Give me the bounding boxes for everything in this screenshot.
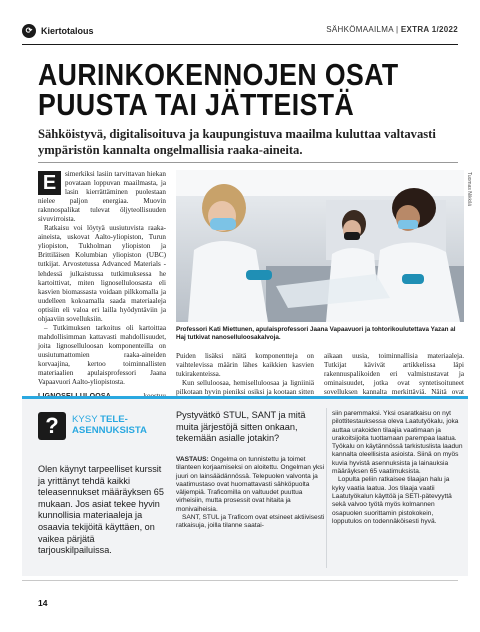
article-lead: Sähköistyvä, digitalisoituva ja kaupungistuva maailma kuluttaa valtavasti ympäristön kannalta ongelmallisia raaka-aineita. [38,127,436,157]
recycle-icon: ⟳ [22,24,36,38]
paragraph: – Tutkimuksen tarkoitus oli kartoittaa mahdollisimman kattavasti mahdollisuudet, joita lignoselluloosan komponenteilla on uusiutumattomien raaka-aineiden korvaajina, kertoo toiminnallisten materiaalien apulaisprofessori Jaana Vapaavuori Aalto-yliopistosta. [38,323,166,387]
reader-question: Olen käynyt tarpeelliset kurssit ja yrittänyt tehdä kaikki teleasennukset määräyksen 65 mukaan. Jos asiat tekee hyvin kunnollisia materiaaleja ja osaavia tekijöitä käyttäen, on vaikea pärjätä tarjouskilpailuissa. [38,464,164,556]
answer-column-1 [176,456,326,531]
page-header [22,22,458,42]
lab-photo-illustration [176,170,464,322]
answer-column-2 [332,410,464,526]
lead-divider [38,162,458,163]
photo-credit: Tuomas Nikkilä [466,172,472,206]
header-divider [22,44,458,45]
paragraph: SANT, STUL ja Traficom ovat etsineet aktiivisesti ratkaisuja, joilla tilanne saatai- [176,514,325,530]
paragraph: aikaan uusia, toiminnallisia materiaaleja. Tutkijat kävivät artikkelissa läpi rakennuspalikoiden eri valmistustavat ja ominaisuudet, jotka ovat syntetisoituneet sovelluksen kannalta merkittäviä. Näitä ovat [324,352,464,397]
lab-photo [176,170,464,322]
answer-heading: Pystyvätkö STUL, SANT ja mitä muita järjestöjä sitten onkaan, tekemään asialle jotakin? [176,410,306,443]
magazine-name: SÄHKÖMAAILMA [326,25,394,34]
paragraph: Ratkaisu voi löytyä uusiutuvista raaka-aineista, uskovat Aalto-yliopiston, Turun yliopiston, Tukholman yliopiston ja Brittiläisen Kolumbian yliopiston (UBC) tutkijat. Arvostetussa Advanced Materials -lehdessä julkaistussa tutkimuksessa he kartoittivat, miten lignoselluloosasta eli kasvien biomassasta voidaan pilkkomalla ja uudelleen kokoamalla saada materiaaleja optisiin eli valoa eri lailla hyödyntäviin ja ohjaaviin sovelluksiin. [38,224,166,323]
footer-divider [22,580,458,581]
box-divider [326,408,327,568]
title-line-2: PUUSTA TAI JÄTTEISTÄ [38,87,355,122]
paragraph: Lopulta peliin ratkaisee tilaajan halu ja kyky vaatia laatua. Jos tilaaja vaatii Laatutyökalun käyttöä ja SETI-pätevyyttä sekä valvoo työtä myös kolmannen osapuolen suorittamin pistokokein, lopputulos on todennäköisesti hyvä. [332,476,452,525]
paragraph: Puiden lisäksi näitä komponentteja on vaihtelevissa määrin lähes kaikkien kasvien tukirakenteissa. [176,352,314,379]
masthead: SÄHKÖMAAILMA | EXTRA 1/2022 [326,25,458,34]
ask-box-title [72,414,162,436]
title-line-1: AURINKOKENNOJEN OSAT [38,57,399,92]
paragraph: Ongelma on tunnistettu ja toimet tilanteen korjaamiseksi on aloitettu. Ongelman yksi juuri on lainsäädännössä. Telepuolen valvonta ja vaatimustaso ovat huomattavasti sähköpuolta väljempiä. Traficomilla on valtuudet puuttua virheisiin, mutta prosessit ovat hitaita ja monivaiheisia. [176,456,325,513]
paragraph: Kun selluloosaa, hemiselluloosaa ja ligniiniä pilkotaan hyvin pieniksi osiksi ja kootaan sitten [176,379,314,397]
section-tag [22,24,94,38]
answer-label: VASTAUS: [176,456,209,463]
ask-box-label-bold: TELE-ASENNUKSISTA [72,414,147,436]
issue-label: EXTRA 1/2022 [400,25,458,34]
body-column-1 [38,170,166,419]
article-title [38,57,399,122]
page-number: 14 [38,598,48,608]
ask-box-label-light: KYSY [72,414,98,425]
paragraph: simerkiksi lasiin tarvittavan hiekan povataan loppuvan maailmasta, ja lasin kierrättäminen puolestaan nielee paljon energiaa. Muovin raknnospalikat tulevat öljyteollisuuden sivuvirroista. [38,170,166,224]
photo-caption: Professori Kati Miettunen, apulaisprofessori Jaana Vapaavuori ja tohtorikoulutettava Yazan al Haj tutkivat nanoselluloosakalvoja. [176,326,456,341]
ask-box-accent-bar [22,396,468,399]
section-label: Kiertotalous [41,26,94,36]
drop-cap: E [38,171,61,195]
question-mark-icon: ? [38,412,66,440]
paragraph: siin paremmaksi. Yksi osaratkaisu on nyt pilottitestauksessa oleva Laatutyökalu, joka auttaa urakoiden tilaajia vaatimaan ja urakoitsijoita tuottamaan parempaa laatua. Työkalu on käytännössä tarkistuslista laadun kannalta oleellisista asioista. Siinä on myös kuvia hyvistä asennuksista ja lainauksia määräyksen 65 vaatimuksista. [332,410,463,476]
